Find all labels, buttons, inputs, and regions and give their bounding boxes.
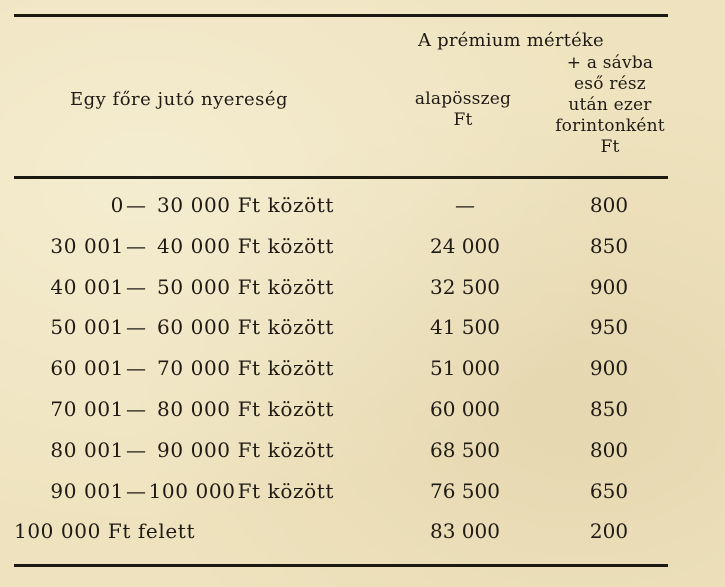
table-row [14, 275, 668, 316]
range-dash: — [126, 315, 147, 340]
rate-cell: 900 [589, 356, 629, 381]
range-cell [14, 479, 414, 503]
range-low: 50 001 [50, 315, 124, 340]
table-bottom-rule [14, 564, 668, 567]
range-dash: — [126, 356, 147, 381]
table-body [14, 193, 668, 560]
rate-cell: 650 [589, 478, 629, 503]
range-dash: — [126, 233, 147, 258]
range-low: 90 001 [50, 478, 124, 503]
range-suffix: Ft között [237, 437, 335, 462]
range-dash: — [126, 396, 147, 421]
range-high: 50 000 [157, 274, 231, 299]
header-profit-per-capita: Egy főre jutó nyereség [70, 89, 289, 110]
base-amount-cell: 51 000 [430, 356, 500, 381]
range-dash: — [126, 274, 147, 299]
base-amount-cell: 41 500 [430, 315, 500, 340]
header-rate-line5: Ft [600, 137, 620, 157]
rate-cell: 850 [589, 233, 629, 258]
range-low: 80 001 [50, 437, 124, 462]
range-suffix: Ft között [237, 356, 335, 381]
range-suffix: Ft között [237, 315, 335, 340]
header-rate-line1: + a sávba [566, 53, 654, 73]
table-row [14, 356, 668, 397]
table-row [14, 479, 668, 520]
rate-cell: 200 [589, 519, 629, 544]
header-bottom-rule [14, 176, 668, 179]
range-dash: — [126, 437, 147, 462]
range-label: 100 000 Ft felett [14, 519, 196, 544]
range-high: 100 000 [148, 478, 236, 503]
range-suffix: Ft között [237, 274, 335, 299]
table-row [14, 438, 668, 479]
rate-cell: 850 [589, 396, 629, 421]
table-row [14, 315, 668, 356]
header-bonus-amount-group: A prémium mértéke [418, 30, 604, 51]
header-base-amount-line2: Ft [453, 110, 473, 130]
range-cell [14, 193, 414, 217]
rate-cell: 800 [589, 437, 629, 462]
table-row [14, 193, 668, 234]
header-base-amount-line1: alapösszeg [414, 89, 512, 109]
base-amount-cell: 60 000 [430, 396, 500, 421]
header-rate-line3: után ezer [568, 95, 652, 115]
range-low: 70 001 [50, 396, 124, 421]
header-rate-line2: eső rész [574, 74, 646, 94]
table-row [14, 397, 668, 438]
base-amount-cell: — [455, 193, 475, 217]
range-high: 80 000 [157, 396, 231, 421]
header-per-thousand-rate [545, 53, 675, 158]
range-low: 0 [110, 193, 124, 217]
range-suffix: Ft között [237, 193, 335, 217]
range-high: 40 000 [157, 233, 231, 258]
range-high: 30 000 [157, 193, 231, 217]
base-amount-cell: 68 500 [430, 437, 500, 462]
base-amount-cell: 24 000 [430, 233, 500, 258]
range-cell [14, 397, 414, 421]
range-suffix: Ft között [237, 396, 335, 421]
range-cell [14, 275, 414, 299]
range-cell [14, 234, 414, 258]
range-cell [14, 356, 414, 380]
base-amount-cell: 76 500 [430, 478, 500, 503]
range-suffix: Ft között [237, 478, 335, 503]
range-high: 90 000 [157, 437, 231, 462]
range-suffix: Ft között [237, 233, 335, 258]
range-low: 30 001 [50, 233, 124, 258]
range-dash: — [126, 193, 147, 217]
table-row [14, 519, 668, 560]
rate-cell: 900 [589, 274, 629, 299]
rate-cell: 800 [589, 193, 629, 217]
range-low: 60 001 [50, 356, 124, 381]
rate-cell: 950 [589, 315, 629, 340]
table-top-rule [14, 14, 668, 17]
range-high: 70 000 [157, 356, 231, 381]
header-rate-line4: forintonként [555, 116, 665, 136]
header-base-amount [403, 89, 523, 131]
range-high: 60 000 [157, 315, 231, 340]
range-cell [14, 315, 414, 339]
base-amount-cell: 83 000 [430, 519, 500, 544]
range-cell [14, 438, 414, 462]
range-low: 40 001 [50, 274, 124, 299]
base-amount-cell: 32 500 [430, 274, 500, 299]
table-row [14, 234, 668, 275]
range-dash: — [126, 478, 147, 503]
range-cell [14, 519, 414, 543]
